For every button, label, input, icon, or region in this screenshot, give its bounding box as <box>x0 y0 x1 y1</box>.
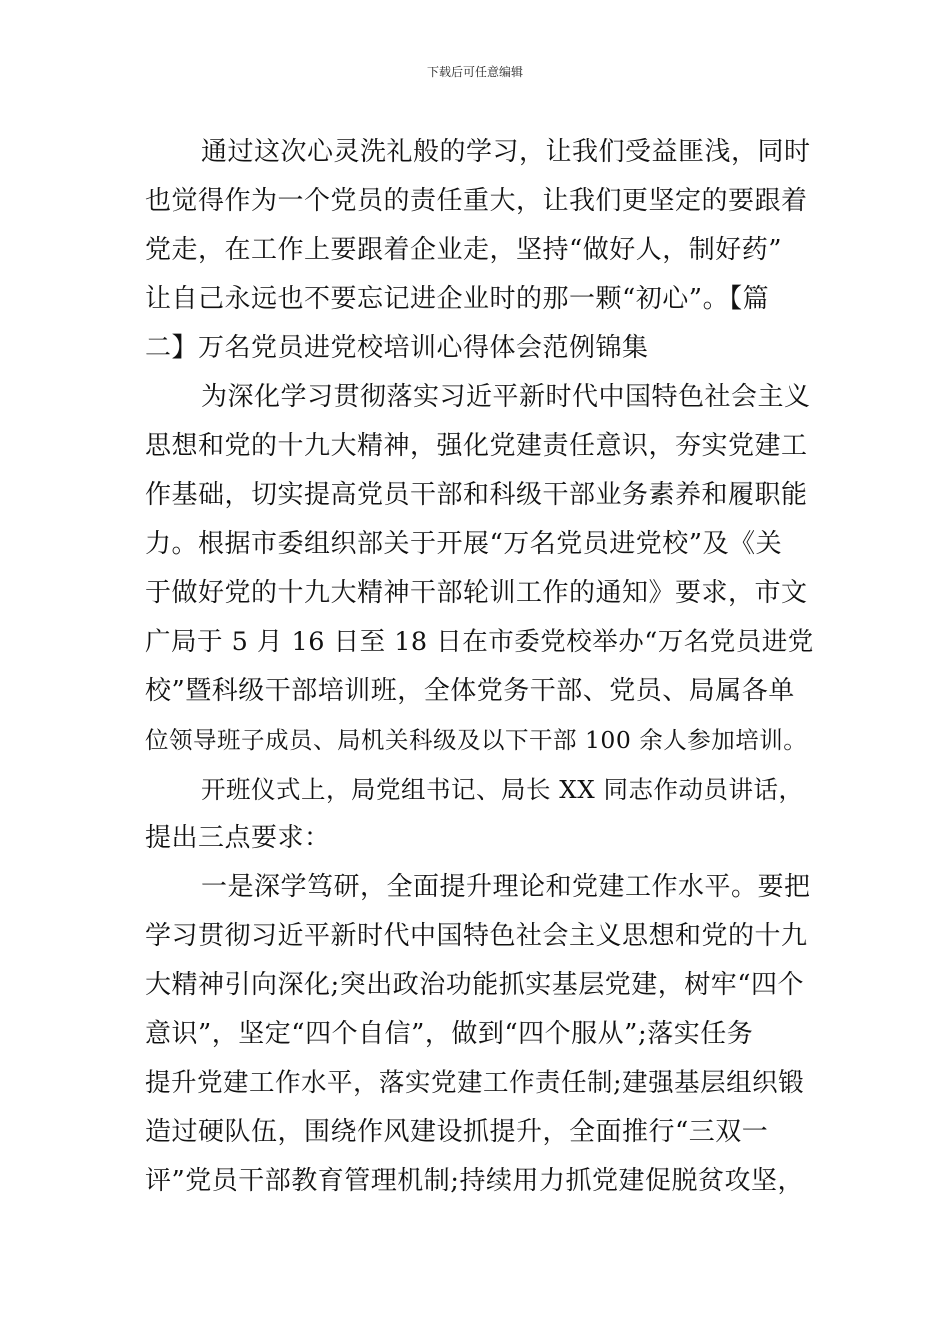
text-line: 提出三点要求： <box>145 823 331 853</box>
text-line: 意识”，坚定“四个自信”，做到“四个服从”;落实任务 <box>145 1019 754 1049</box>
text-line: 于做好党的十九大精神干部轮训工作的通知》要求，市文 <box>145 578 808 608</box>
document-body <box>145 128 815 1206</box>
text-line: 通过这次心灵洗礼般的学习，让我们受益匪浅，同时 <box>201 137 811 167</box>
text-line: 位领导班子成员、局机关科级及以下干部 100 余人参加培训。 <box>145 726 808 754</box>
text-line: 作基础，切实提高党员干部和科级干部业务素养和履职能 <box>145 480 808 510</box>
page-header-note: 下载后可任意编辑 <box>426 65 523 79</box>
text-line: 一是深学笃研，全面提升理论和党建工作水平。要把 <box>201 872 811 902</box>
text-line: 思想和党的十九大精神，强化党建责任意识，夯实党建工 <box>145 431 808 461</box>
text-line: 开班仪式上，局党组书记、局长 XX 同志作动员讲话， <box>201 775 804 804</box>
text-line: 造过硬队伍，围绕作风建设抓提升，全面推行“三双一 <box>145 1117 769 1147</box>
text-line: 为深化学习贯彻落实习近平新时代中国特色社会主义 <box>201 382 811 412</box>
text-line: 提升党建工作水平，落实党建工作责任制;建强基层组织锻 <box>145 1068 805 1098</box>
text-line: 大精神引向深化;突出政治功能抓实基层党建，树牢“四个 <box>145 970 805 1000</box>
text-line: 校”暨科级干部培训班，全体党务干部、党员、局属各单 <box>145 676 795 706</box>
text-line: 二】万名党员进党校培训心得体会范例锦集 <box>145 333 649 363</box>
text-line: 学习贯彻习近平新时代中国特色社会主义思想和党的十九 <box>145 921 808 951</box>
text-line: 力。根据市委组织部关于开展“万名党员进党校”及《关 <box>145 529 783 559</box>
text-line: 让自己永远也不要忘记进企业时的那一颗“初心”。【篇 <box>145 284 770 314</box>
text-line: 党走，在工作上要跟着企业走，坚持“做好人，制好药” <box>145 235 783 265</box>
text-line: 广局于 5 月 16 日至 18 日在市委党校举办“万名党员进党 <box>145 627 814 657</box>
text-line: 评”党员干部教育管理机制;持续用力抓党建促脱贫攻坚， <box>145 1166 805 1196</box>
text-line: 也觉得作为一个党员的责任重大，让我们更坚定的要跟着 <box>145 186 808 216</box>
